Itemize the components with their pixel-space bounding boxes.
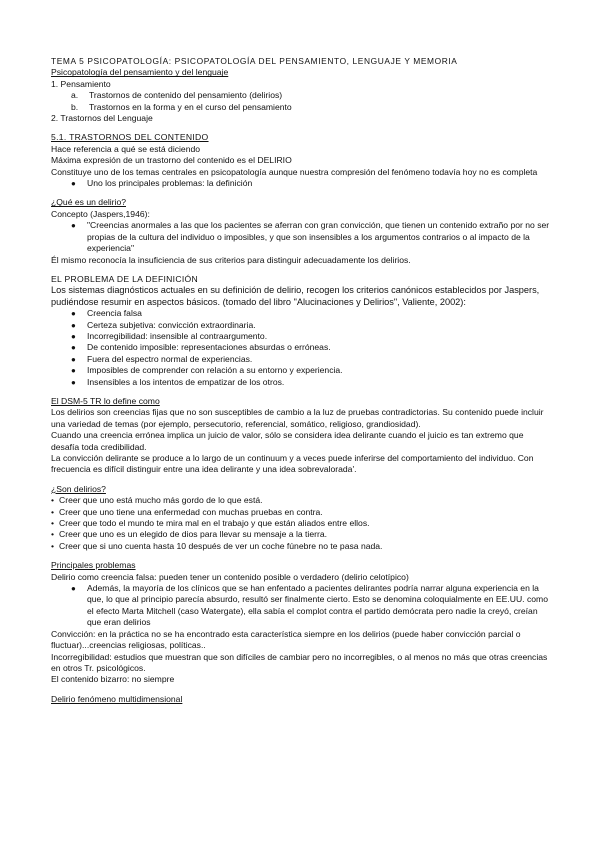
section-51-line-2: Máxima expresión de un trastorno del contenido es el DELIRIO xyxy=(51,155,292,166)
bullet-icon: • xyxy=(51,529,55,540)
bullet-icon: ● xyxy=(71,377,76,387)
principales-line-1: Delirio como creencia falsa: pueden tener un contenido posible o verdadero (delirio celotípico) xyxy=(51,571,409,582)
bullet-icon: • xyxy=(51,495,55,506)
list-item: ● Incorregibilidad: insensible al contraargumento. xyxy=(71,330,268,341)
section-51-line-3: Constituye uno de los temas centrales en psicopatología aunque nuestra compresión del fenómeno todavía hoy no es completa xyxy=(51,166,538,177)
bullet-icon: • xyxy=(51,518,55,529)
incorregibilidad-paragraph: Incorregibilidad: estudios que muestran que son difíciles de cambiar pero no incorregibles, o al menos no más que otras creencias en otros Tr. psicológicos. xyxy=(51,651,548,673)
concept-line: Concepto (Jaspers,1946): xyxy=(51,208,150,219)
list-item: ● Fuera del espectro normal de experiencias. xyxy=(71,353,253,364)
list-item: • Creer que todo el mundo te mira mal en el trabajo y que están aliados entre ellos. xyxy=(51,518,370,529)
quote-list xyxy=(51,220,551,254)
que-es-after: Él mismo reconocía la insuficiencia de sus criterios para distinguir adecuadamente los delirios. xyxy=(51,254,411,265)
dsm-paragraph-3: La convicción delirante se produce a lo largo de un continuum y a veces puede inferirse del comportamiento del individuo. Con frecuencia es difícil distinguir entre una idea delirante y una idea sobrevalorada'. xyxy=(51,453,534,475)
section-51-heading: 5.1. TRASTORNOS DEL CONTENIDO xyxy=(51,132,209,143)
bullet-icon: ● xyxy=(71,584,76,594)
bullet-icon: ● xyxy=(71,366,76,376)
bullet-icon: ● xyxy=(71,320,76,330)
index-sublist xyxy=(51,90,551,113)
multidim-heading: Delirio fenómeno multidimensional xyxy=(51,693,183,704)
conviccion-paragraph: Convicción: en la práctica no se ha encontrado esta característica siempre en los delirios (puede haber convicción parcial o fluctuar)...creencias religiosas, políticas.. xyxy=(51,628,521,651)
section-51-line-1: Hace referencia a qué se está diciendo xyxy=(51,143,201,154)
bullet-icon: • xyxy=(51,540,55,551)
bullet-icon: ● xyxy=(71,179,76,189)
bizarro-line: El contenido bizarro: no siempre xyxy=(51,674,175,685)
son-heading: ¿Son delirios? xyxy=(51,483,106,494)
list-item: ● "Creencias anormales a las que los pacientes se aferran con gran convicción, que tienen un contenido extraño por no ser propias de la cultura del individuo o imposibles, y que son insensibles a los argumentos contrarios o al impacto de la experiencia" xyxy=(71,220,550,254)
son-list xyxy=(51,495,551,552)
dsm-heading: El DSM-5 TR lo define como xyxy=(51,395,160,406)
document-title: TEMA 5 PSICOPATOLOGÍA: PSICOPATOLOGÍA DEL PENSAMIENTO, LENGUAJE Y MEMORIA xyxy=(51,56,458,66)
list-item: • Creer que uno está mucho más gordo de lo que está. xyxy=(51,495,263,506)
section-51-bullets xyxy=(51,178,551,189)
bullet-icon: ● xyxy=(71,331,76,341)
list-item: • Creer que si uno cuenta hasta 10 después de ver un coche fúnebre no te pasa nada. xyxy=(51,540,383,551)
problema-intro: Los sistemas diagnósticos actuales en su definición de delirio, recogen los criterios canónicos establecidos por Jaspers, pudiéndose resumir en aspectos básicos. (tomado del libro "Alucinaciones y Delirios", Valiente, 2002): xyxy=(51,285,540,307)
bullet-icon: ● xyxy=(71,309,76,319)
principales-bullets xyxy=(51,583,551,629)
dsm-paragraph-1: Los delirios son creencias fijas que no son susceptibles de cambio a la luz de pruebas contradictorias. Su contenido puede incluir una variedad de temas (por ejemplo, persecutorio, referencial, somático, religioso, grandiosidad). xyxy=(51,407,544,429)
list-item: ● De contenido imposible: representaciones absurdas o erróneas. xyxy=(71,342,331,353)
bullet-icon: ● xyxy=(71,343,76,353)
index-item-1: 1. Pensamiento xyxy=(51,78,111,89)
bullet-icon: • xyxy=(51,506,55,517)
list-item: ● Insensibles a los intentos de empatizar de los otros. xyxy=(71,376,285,387)
index-subitem: a. Trastornos de contenido del pensamiento (delirios) xyxy=(71,90,283,101)
list-item: • Creer que uno es un elegido de dios para llevar su mensaje a la tierra. xyxy=(51,529,327,540)
list-item: ● Uno los principales problemas: la definición xyxy=(71,178,253,189)
problema-heading: EL PROBLEMA DE LA DEFINICIÓN xyxy=(51,273,199,284)
list-item: ● Certeza subjetiva: convicción extraordinaria. xyxy=(71,319,256,330)
list-item: ● Además, la mayoría de los clínicos que se han enfentado a pacientes delirantes podría narrar alguna experiencia en la que, lo que al principio parecía absurdo, resultó ser finalmente cierto. Esto se denomina coloquialmente en EE.UU. como el efecto Marta Mitchell (caso Watergate), ella sabía el complot contra el partido demócrata pero nadie la creyó, creían que eran delirios xyxy=(71,583,548,628)
document-page xyxy=(51,56,551,705)
index-subitem: b. Trastornos en la forma y en el curso del pensamiento xyxy=(71,101,292,112)
criteria-list xyxy=(51,308,551,388)
index-item-2: 2. Trastornos del Lenguaje xyxy=(51,113,153,124)
que-es-heading: ¿Qué es un delirio? xyxy=(51,197,126,208)
index-heading: Psicopatología del pensamiento y del lenguaje xyxy=(51,67,229,78)
bullet-icon: ● xyxy=(71,221,76,231)
principales-heading: Principales problemas xyxy=(51,560,136,571)
list-item: ● Imposibles de comprender con relación a su entorno y experiencia. xyxy=(71,365,343,376)
list-item: • Creer que uno tiene una enfermedad con muchas pruebas en contra. xyxy=(51,506,323,517)
dsm-paragraph-2: Cuando una creencia errónea implica un juicio de valor, sólo se considera idea delirante cuando el juicio es tan extremo que desafía toda credibilidad. xyxy=(51,430,524,452)
list-item: ● Creencia falsa xyxy=(71,308,142,319)
bullet-icon: ● xyxy=(71,354,76,364)
